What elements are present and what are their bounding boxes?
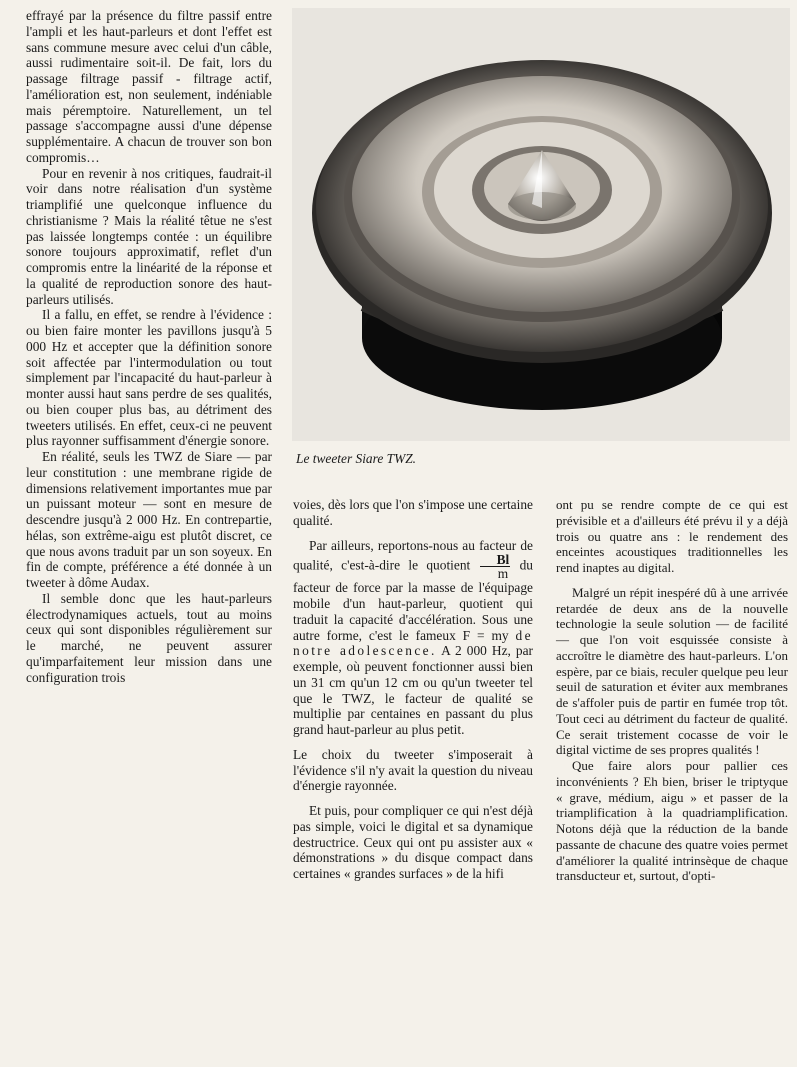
tweeter-illustration bbox=[292, 8, 790, 441]
text-column-left bbox=[26, 8, 272, 685]
text-column-right bbox=[556, 497, 788, 884]
text-column-middle bbox=[293, 497, 533, 882]
paragraph: voies, dès lors que l'on s'impose une certaine qualité. bbox=[293, 497, 533, 528]
paragraph: Il a fallu, en effet, se rendre à l'évidence : ou bien faire monter les pavillons jusqu'à 5 000 Hz et accepter que la définition sonore soit affectée par l'intermodulation ou tout simplement par l'incapacité du haut-parleur à monter aussi haut sans perdre de ses qualités, ou bien couper plus bas, au détriment des tweeters utilisés. En effet, ceux-ci ne peuvent plus rayonner suffisamment d'énergie sonore. bbox=[26, 307, 272, 449]
paragraph-quality-factor bbox=[293, 538, 533, 738]
fraction-numerator: Bl bbox=[480, 553, 511, 567]
text-run: Par ailleurs, reportons-nous au facteur de qualité, c'est-à-dire le quotient bbox=[293, 537, 533, 573]
paragraph: Malgré un répit inespéré dû à une arrivée retardée de deux ans de la nouvelle technologie la seule solution — de facilité — que l'on voit esquissée consiste à accroître le diamètre des haut-parleurs. L'on espère, par ce biais, reculer quelque peu leur seuil de saturation et éviter aux membranes de s'affoler puis de partir en fumée trop tôt. Tout ceci au détriment du facteur de qualité. Ce serait tristement cocasse de voir le digital victime de ses propres qualités ! bbox=[556, 584, 788, 758]
text-run-spaced: de notre adolescence. bbox=[293, 627, 533, 659]
text-run: A 2 000 Hz, par exemple, où peuvent fonctionner aussi bien un 31 cm qu'un 12 cm ou qu'un tweeter tel que le TWZ, le facteur de qualité se multiplie par centaines en passant du plus grand haut-parleur au plus petit. bbox=[293, 643, 533, 737]
paragraph: Pour en revenir à nos critiques, faudrait-il voir dans notre réalisation d'un système triamplifié une quelconque influence du christianisme ? Mais la réalité têtue ne s'est pas laissée longtemps contée : un équilibre sonore toujours approximatif, reflet d'un compromis entre la linéarité de la réponse et la qualité de reproduction sonore des haut-parleurs utilisés. bbox=[26, 165, 272, 307]
tweeter-photo bbox=[292, 8, 790, 441]
paragraph: ont pu se rendre compte de ce qui est prévisible et a d'ailleurs été prévu il y a déjà trois ou quatre ans : le rendement des enceintes acoustiques traditionnelles les rend inaptes au digital. bbox=[556, 497, 788, 575]
photo-caption: Le tweeter Siare TWZ. bbox=[296, 451, 417, 466]
paragraph: effrayé par la présence du filtre passif entre l'ampli et les haut-parleurs et dont l'effet est sans commune mesure avec celui d'un câble, aussi rudimentaire soit-il. De fait, lors du passage filtrage passif - filtrage actif, l'amélioration est, non seulement, indéniable mais péremptoire. Naturellement, un tel passage s'accompagne aussi d'une dépense supplémentaire. A chacun de trouver son bon compromis… bbox=[26, 8, 272, 165]
fraction-denominator: m bbox=[497, 566, 509, 582]
paragraph: Et puis, pour compliquer ce qui n'est déjà pas simple, voici le digital et sa dynamique destructrice. Ceux qui ont pu assister aux « démonstrations » du disque compact dans certaines « grandes surfaces » de la hifi bbox=[293, 803, 533, 881]
fraction-bl-over-m bbox=[480, 553, 511, 580]
paragraph: Que faire alors pour pallier ces inconvénients ? Eh bien, briser le triptyque « grave, médium, aigu » et passer de la triamplification à la quadriamplification. Notons déjà que la réduction de la bande passante de chacune des quatre voies permet d'améliorer la qualité intrinsèque de chaque transducteur et, surtout, d'opti- bbox=[556, 758, 788, 884]
paragraph: Il semble donc que les haut-parleurs électrodynamiques actuels, tout au moins ceux qui sont disponibles régulièrement sur le marché, ne peuvent assurer qu'imparfaitement leur mission dans une configuration trois bbox=[26, 590, 272, 685]
text-run: du facteur de force par la masse de l'équipage mobile d'un haut-parleur, quotient qui traduit la capacité d'accélération. Sous une autre forme, c'est le fameux F = my bbox=[293, 557, 533, 643]
paragraph: Le choix du tweeter s'imposerait à l'évidence s'il n'y avait la question du niveau d'énergie rayonnée. bbox=[293, 746, 533, 794]
paragraph: En réalité, seuls les TWZ de Siare — par leur constitution : une membrane rigide de dimensions relativement importantes mue par un puissant moteur — sont en mesure de descendre jusqu'à 2 000 Hz. En contrepartie, hélas, son extrême-aigu est plutôt discret, ce que nous avons traduit par un son soyeux. En fin de compte, préférence a été donnée à un tweeter à dôme Audax. bbox=[26, 449, 272, 590]
